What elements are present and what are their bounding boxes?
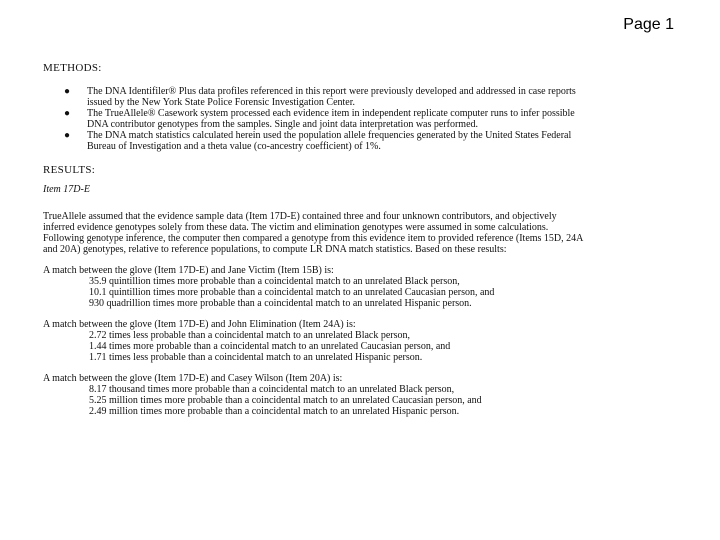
- match-title: A match between the glove (Item 17D-E) and Jane Victim (Item 15B) is:: [43, 265, 334, 276]
- page-label: Page 1: [623, 16, 674, 33]
- intro-line: TrueAllele assumed that the evidence sample data (Item 17D-E) contained three and four unknown contributors, and objectively: [43, 211, 557, 222]
- match-line: 1.71 times less probable than a coincidental match to an unrelated Hispanic person.: [89, 352, 423, 363]
- match-line: 2.49 million times more probable than a coincidental match to an unrelated Hispanic person.: [89, 406, 460, 417]
- intro-paragraph: [43, 211, 693, 255]
- match-title: A match between the glove (Item 17D-E) and John Elimination (Item 24A) is:: [43, 319, 356, 330]
- match-block: [43, 319, 693, 363]
- intro-line: and 20A) genotypes, relative to reference populations, to compute LR DNA match statistics. Based on these results:: [43, 244, 507, 255]
- match-line: 35.9 quintillion times more probable than a coincidental match to an unrelated Black person,: [89, 276, 460, 287]
- methods-item-line: DNA contributor genotypes from the samples. Single and joint data interpretation was performed.: [87, 119, 479, 130]
- methods-item-line: issued by the New York State Police Forensic Investigation Center.: [87, 97, 356, 108]
- match-line: 10.1 quintillion times more probable than a coincidental match to an unrelated Caucasian person, and: [89, 287, 495, 298]
- match-line: 1.44 times more probable than a coincidental match to an unrelated Caucasian person, and: [89, 341, 451, 352]
- bullet-icon: ●: [64, 86, 71, 97]
- methods-item: [43, 86, 693, 108]
- intro-line: Following genotype inference, the computer then compared a genotype from this evidence item to provided reference (Items 15D, 24A: [43, 233, 584, 244]
- bullet-icon: ●: [64, 108, 71, 119]
- match-line: 8.17 thousand times more probable than a coincidental match to an unrelated Black person,: [89, 384, 455, 395]
- methods-item: [43, 108, 693, 130]
- results-heading: RESULTS:: [43, 164, 96, 176]
- methods-item-line: The TrueAllele® Casework system processed each evidence item in independent replicate computer runs to infer possible: [87, 108, 575, 119]
- methods-item: [43, 130, 693, 152]
- bullet-icon: ●: [64, 130, 71, 141]
- match-line: 2.72 times less probable than a coincidental match to an unrelated Black person,: [89, 330, 411, 341]
- methods-item-line: The DNA match statistics calculated herein used the population allele frequencies generated by the United States Federal: [87, 130, 572, 141]
- item-title: Item 17D-E: [43, 184, 90, 195]
- match-line: 930 quadrillion times more probable than a coincidental match to an unrelated Hispanic person.: [89, 298, 472, 309]
- methods-item-line: The DNA Identifiler® Plus data profiles referenced in this report were previously developed and addressed in case reports: [87, 86, 576, 97]
- methods-heading: METHODS:: [43, 62, 102, 74]
- intro-line: inferred evidence genotypes solely from these data. The victim and elimination genotypes were assumed in some calculations.: [43, 222, 549, 233]
- methods-item-line: Bureau of Investigation and a theta value (co-ancestry coefficient) of 1%.: [87, 141, 381, 152]
- methods-list: [43, 86, 693, 152]
- report-body: [43, 63, 693, 417]
- match-line: 5.25 million times more probable than a coincidental match to an unrelated Caucasian person, and: [89, 395, 482, 406]
- match-block: [43, 373, 693, 417]
- match-block: [43, 265, 693, 309]
- match-title: A match between the glove (Item 17D-E) and Casey Wilson (Item 20A) is:: [43, 373, 343, 384]
